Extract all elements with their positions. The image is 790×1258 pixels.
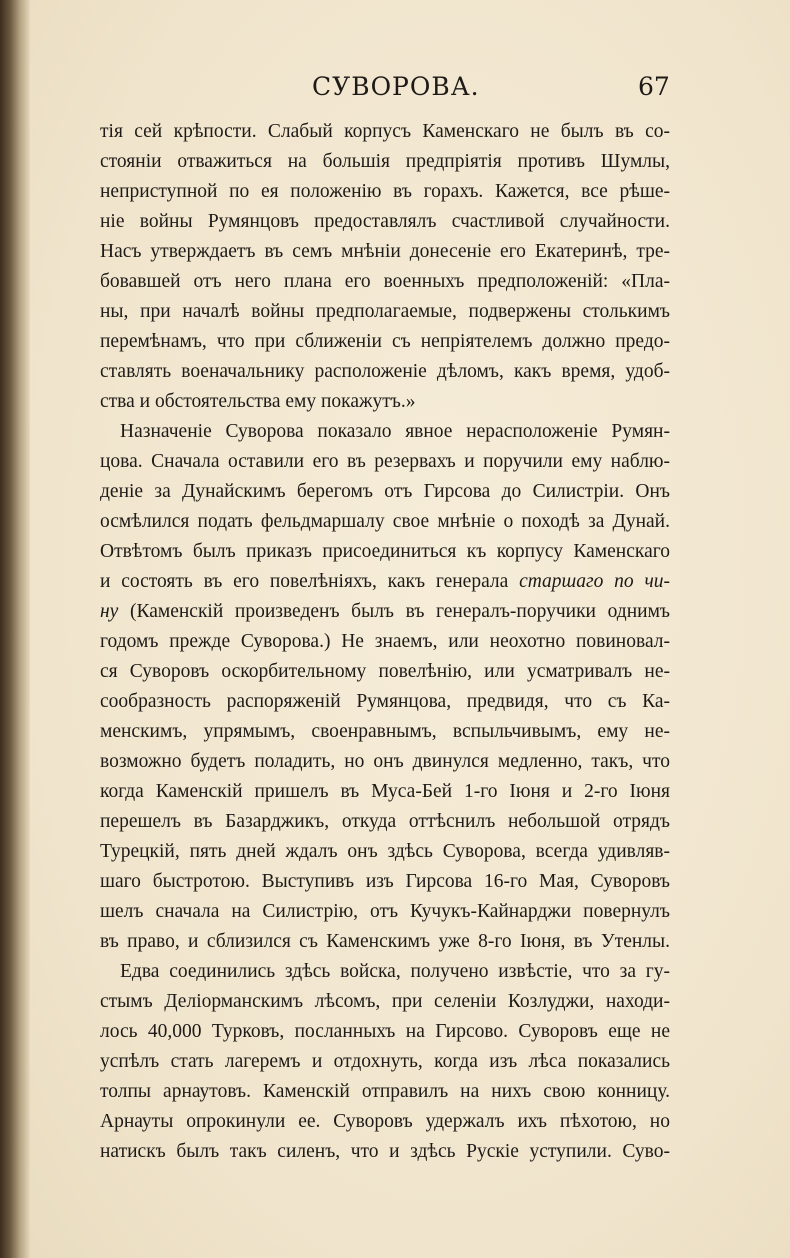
- text-line: неприступной по ея положенію въ горахъ. Кажется, все рѣше-: [100, 181, 670, 202]
- book-page: [30, 0, 790, 1258]
- text-line: менскимъ, упрямымъ, своенравнымъ, вспыльчивымъ, ему не-: [100, 721, 670, 742]
- text-line: Турецкій, пять дней ждалъ онъ здѣсь Суворова, всегда удивляв-: [100, 841, 670, 862]
- text-line: ставлять военачальнику расположеніе дѣломъ, какъ время, удоб-: [100, 361, 670, 382]
- text-line: Насъ утверждаетъ въ семъ мнѣніи донесеніе его Екатеринѣ, тре-: [100, 241, 670, 262]
- text-line: перешелъ въ Базарджикъ, откуда оттѣснилъ небольшой отрядъ: [100, 811, 670, 832]
- text-line-with-italic: [100, 568, 670, 596]
- text-line: ніе войны Румянцовъ предоставлялъ счастливой случайности.: [100, 211, 670, 232]
- text-line: бовавшей отъ него плана его военныхъ предположеній: «Пла-: [100, 271, 670, 292]
- text-line: сообразность распоряженій Румянцова, предвидя, что съ Ка-: [100, 691, 670, 712]
- text-line: ся Суворовъ оскорбительному повелѣнію, или усматривалъ не-: [100, 661, 670, 682]
- text-line: Едва соединились здѣсь войска, получено извѣстіе, что за гу-: [120, 961, 670, 982]
- italic-run: старшаго по чи-: [519, 571, 670, 592]
- text-line: тія сей крѣпости. Слабый корпусъ Каменскаго не былъ въ со-: [100, 121, 670, 142]
- page-number: 67: [638, 72, 670, 101]
- text-line: стымъ Деліорманскимъ лѣсомъ, при селеніи Козлуджи, находи-: [100, 991, 670, 1012]
- text-line: лось 40,000 Турковъ, посланныхъ на Гирсово. Суворовъ еще не: [100, 1021, 670, 1042]
- running-title: СУВОРОВА.: [312, 72, 480, 101]
- book-gutter-edge: [0, 0, 30, 1258]
- text-line: осмѣлился подать фельдмаршалу свое мнѣніе о походѣ за Дунай.: [100, 511, 670, 532]
- text-line: въ право, и сблизился съ Каменскимъ уже 8-го Іюня, въ Утенлы.: [100, 931, 670, 952]
- text-line: Арнауты опрокинули ее. Суворовъ удержалъ ихъ пѣхотою, но: [100, 1111, 670, 1132]
- text-line: перемѣнамъ, что при сближеніи съ непріятелемъ должно предо-: [100, 331, 670, 352]
- text-line: Отвѣтомъ былъ приказъ присоединиться къ корпусу Каменскаго: [100, 541, 670, 562]
- text-line: когда Каменскій пришелъ въ Муса-Бей 1-го Іюня и 2-го Іюня: [100, 781, 670, 802]
- text-line: успѣлъ стать лагеремъ и отдохнуть, когда изъ лѣса показались: [100, 1051, 670, 1072]
- text-line: годомъ прежде Суворова.) Не знаемъ, или неохотно повиновал-: [100, 631, 670, 652]
- text-line: стояніи отважиться на большія предпріятія противъ Шумлы,: [100, 151, 670, 172]
- text-line: толпы арнаутовъ. Каменскій отправилъ на нихъ свою конницу.: [100, 1081, 670, 1102]
- text-line: возможно будетъ поладить, но онъ двинулся медленно, такъ, что: [100, 751, 670, 772]
- text-line: ства и обстоятельства ему покажутъ.»: [100, 391, 416, 412]
- text-line: шелъ сначала на Силистрію, отъ Кучукъ-Кайнарджи повернулъ: [100, 901, 670, 922]
- running-head: [30, 72, 790, 108]
- italic-run: ну: [100, 601, 119, 622]
- text-line: шаго быстротою. Выступивъ изъ Гирсова 16-го Мая, Суворовъ: [100, 871, 670, 892]
- text-line: Назначеніе Суворова показало явное нерасположеніе Румян-: [120, 421, 670, 442]
- text-line: деніе за Дунайскимъ берегомъ отъ Гирсова до Силистріи. Онъ: [100, 481, 670, 502]
- text-run: (Каменскій произведенъ былъ въ генералъ-поручики однимъ: [129, 601, 671, 622]
- text-line-with-italic: [100, 598, 670, 626]
- text-line: цова. Сначала оставили его въ резервахъ и поручили ему наблю-: [100, 451, 670, 472]
- text-run: и состоять въ его повелѣніяхъ, какъ генерала: [100, 571, 509, 592]
- text-line: натискъ былъ такъ силенъ, что и здѣсь Рускіе уступили. Суво-: [100, 1141, 670, 1162]
- text-line: ны, при началѣ войны предполагаемые, подвержены столькимъ: [100, 301, 670, 322]
